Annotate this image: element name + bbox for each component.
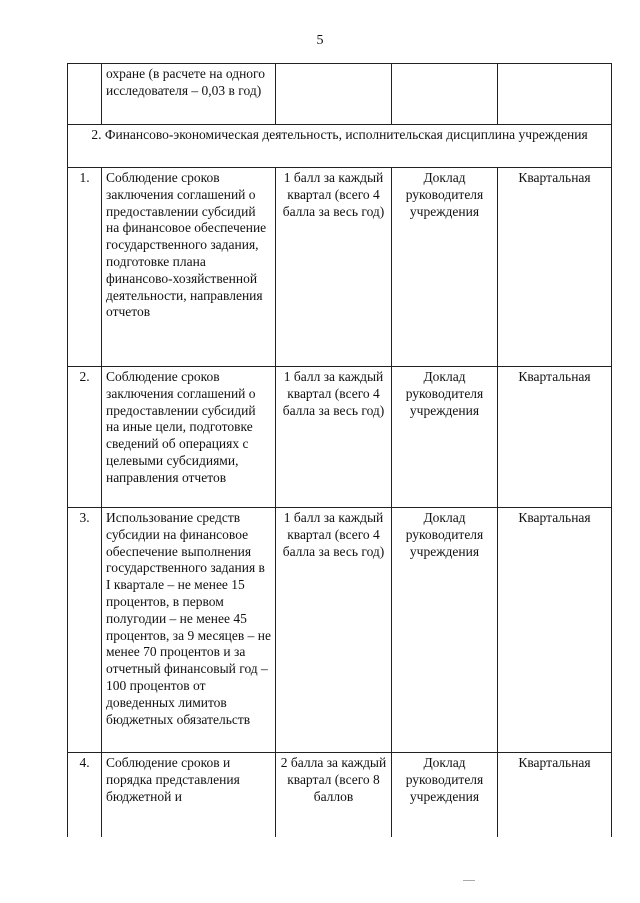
source-cell: Доклад руководителя учреждения [392, 753, 498, 838]
source-cell: Доклад руководителя учреждения [392, 367, 498, 508]
period-cell: Квартальная [498, 367, 612, 508]
criterion-cell: Использование средств субсидии на финансовое обеспечение выполнения государственного задания в I квартале – не менее 15 процентов, в первом полугодии – не менее 45 процентов, за 9 месяцев – не менее 70 процентов и за отчетный финансовый год – 100 процентов от доведенных лимитов бюджетных обязательств [102, 508, 276, 753]
score-cell: 1 балл за каждый квартал (всего 4 балла за весь год) [276, 508, 392, 753]
score-cell: 2 балла за каждый квартал (всего 8 баллов [276, 753, 392, 838]
criterion-cell: Соблюдение сроков и порядка представления бюджетной и [102, 753, 276, 838]
row-number-cell [68, 64, 102, 125]
table-row [68, 753, 612, 838]
row-number-cell: 2. [68, 367, 102, 508]
table-row [68, 367, 612, 508]
criterion-cell: Соблюдение сроков заключения соглашений о предоставлении субсидий на иные цели, подготовке сведений об операциях с целевыми субсидиями, направления отчетов [102, 367, 276, 508]
table-row-section [68, 125, 612, 168]
criterion-cell: Соблюдение сроков заключения соглашений о предоставлении субсидий на финансовое обеспечение государственного задания, подготовке плана финансово-хозяйственной деятельности, направления отчетов [102, 168, 276, 367]
row-number-cell: 1. [68, 168, 102, 367]
page-number: 5 [316, 33, 324, 48]
criterion-cell: охране (в расчете на одного исследователя – 0,03 в год) [102, 64, 276, 125]
period-cell: Квартальная [498, 508, 612, 753]
score-cell: 1 балл за каждый квартал (всего 4 балла за весь год) [276, 168, 392, 367]
row-number-cell: 4. [68, 753, 102, 838]
row-number-cell: 3. [68, 508, 102, 753]
table-row-continuation [68, 64, 612, 125]
source-cell [392, 64, 498, 125]
score-cell: 1 балл за каждый квартал (всего 4 балла за весь год) [276, 367, 392, 508]
section-title: 2. Финансово-экономическая деятельность, исполнительская дисциплина учреждения [68, 125, 612, 168]
score-cell [276, 64, 392, 125]
period-cell: Квартальная [498, 753, 612, 838]
table-row [68, 508, 612, 753]
criteria-table [67, 63, 612, 837]
source-cell: Доклад руководителя учреждения [392, 508, 498, 753]
scan-mark [463, 880, 475, 881]
period-cell: Квартальная [498, 168, 612, 367]
source-cell: Доклад руководителя учреждения [392, 168, 498, 367]
table-row [68, 168, 612, 367]
period-cell [498, 64, 612, 125]
